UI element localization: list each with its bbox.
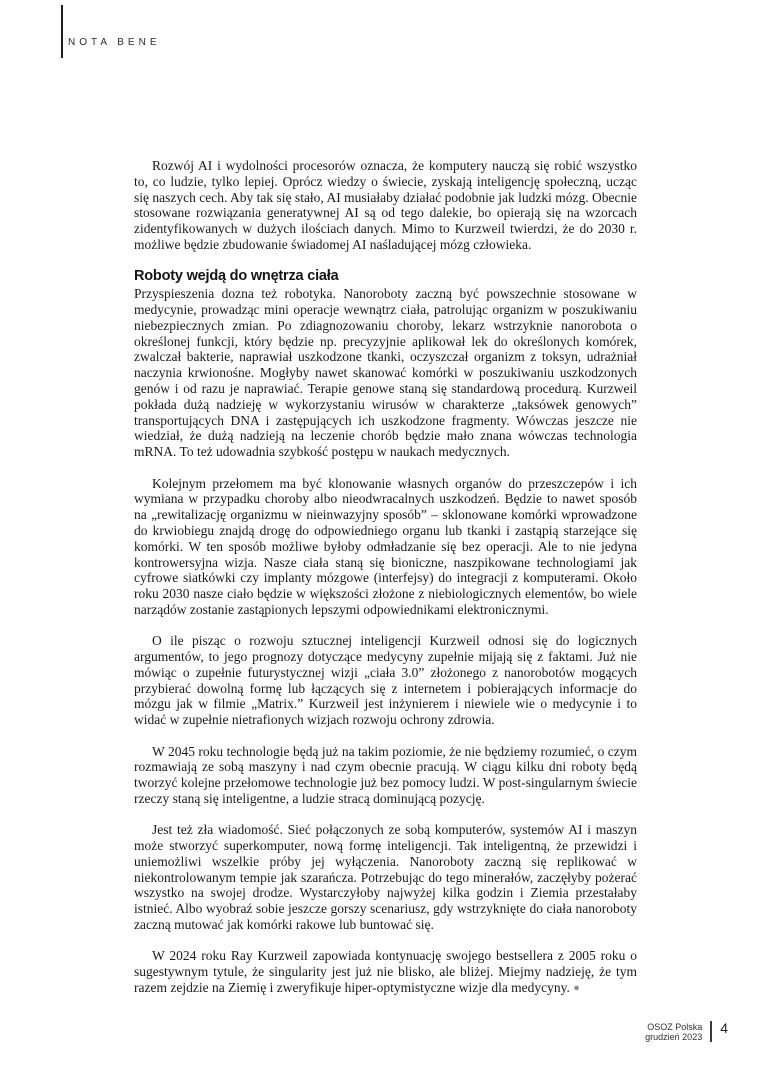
- article-subheading: Roboty wejdą do wnętrza ciała: [134, 268, 339, 285]
- footer-page-number: 4: [720, 1020, 728, 1036]
- article-paragraph-intro: Rozwój AI i wydolności procesorów oznacza, że komputery nauczą się robić wszystko to, co ludzie, tylko lepiej. Oprócz wiedzy o świecie, zyskają inteligencję społeczną, ucząc się naszych cech. Aby tak się stało, AI musiałaby działać podobnie jak ludzki mózg. Obecnie stosowane rozwiązania generatywnej AI są od tego dalekie, bo opierają się na wzorcach zidentyfikowanych w dużych ilościach danych. Mimo to Kurzweil twierdzi, że do 2030 r. możliwe będzie zbudowanie świadomej AI naśladującej mózg człowieka.: [134, 158, 637, 252]
- section-label: NOTA BENE: [68, 37, 161, 48]
- article-paragraph: O ile pisząc o rozwoju sztucznej inteligencji Kurzweil odnosi się do logicznych argumentów, to jego prognozy dotyczące medycyny zupełnie mijają się z faktami. Już nie mówiąc o zupełnie futurystycznej wizji „ciała 3.0” złożonego z nanorobotów mogących przybierać dowolną formę lub łączących się z internetem i pobierających informacje do mózgu jak w filmie „Matrix.” Kurzweil jest inżynierem i niewiele wie o medycynie i to widać w zupełnie nietrafionych wizjach rozwoju ochrony zdrowia.: [134, 633, 637, 728]
- closing-paragraph-text: W 2024 roku Ray Kurzweil zapowiada kontynuację swojego bestsellera z 2005 roku o sugestywnym tytule, że singularity jest już nie blisko, ale bliżej. Miejmy nadzieję, że tym razem zejdzie na Ziemię i zweryfikuje hiper-optymistyczne wizje dla medycyny.: [134, 948, 637, 995]
- section-rule: [61, 5, 63, 58]
- article-paragraph: Kolejnym przełomem ma być klonowanie własnych organów do przeszczepów i ich wymiana w przypadku choroby albo nieodwracalnych uszkodzeń. Będzie to nawet sposób na „rewitalizację organizmu w nieinwazyjny sposób” – sklonowane komórki wprowadzone do krwiobiegu znajdą drogę do odpowiedniego organu lub tkanki i zastąpią starzejące się komórki. W ten sposób możliwe byłoby odmładzanie się bez operacji. Ale to nie jedyna kontrowersyjna wizja. Nasze ciała staną się bioniczne, naszpikowane technologiami jak cyfrowe siatkówki czy implanty mózgowe (interfejsy) do integracji z komputerami. Około roku 2030 nasze ciało będzie w większości złożone z niebiologicznych elementów, bo wiele narządów zostanie zastąpionych lepszymi odpowiednikami elektronicznymi.: [134, 475, 637, 617]
- page-footer: [645, 1020, 728, 1042]
- article-paragraph: Jest też zła wiadomość. Sieć połączonych ze sobą komputerów, systemów AI i maszyn może stworzyć superkomputer, nową formę inteligencji. Tak inteligentną, że przewidzi i uniemożliwi wszelkie próby jej wyłączenia. Nanoroboty zaczną się replikować w niekontrolowanym tempie jak szarańcza. Potrzebując do tego minerałów, zaczęłyby pożerać wszystko na swojej drodze. Wystarczyłoby najwyżej kilka godzin i Ziemia przestałaby istnieć. Albo wyobraź sobie jeszcze gorszy scenariusz, gdy wstrzyknięte do ciała nanoroboty zaczną mutować jak komórki rakowe lub buntować się.: [134, 822, 637, 932]
- end-of-article-dot-icon: ●: [573, 981, 580, 994]
- article-paragraph-closing: [134, 948, 637, 996]
- article-paragraph: Przyspieszenia dozna też robotyka. Nanoroboty zaczną być powszechnie stosowane w medycynie, prowadząc mini operacje wewnątrz ciała, patrolując organizm w poszukiwaniu niebezpiecznych zmian. Po zdiagnozowaniu choroby, lekarz wstrzyknie nanorobota o określonej funkcji, który będzie np. precyzyjnie aplikował lek do określonych komórek, zwalczał bakterie, naprawiał uszkodzone tkanki, oczyszczał organizm z toksyn, udrażniał naczynia krwionośne. Mogłyby nawet skanować komórki w poszukiwaniu uszkodzonych genów i od razu je naprawiać. Terapie genowe staną się standardową procedurą. Kurzweil pokłada dużą nadzieję w wykorzystaniu wirusów w charakterze „taksówek genowych” transportujących DNA i zastępujących ich uszkodzone fragmenty. Wówczas jeszcze nie wiedział, że dużą nadzieją na leczenie chorób będzie mało znana wówczas technologia mRNA. To też udowadnia szybkość postępu w naukach medycznych.: [134, 286, 637, 460]
- footer-journal-title: OSOZ Polska: [647, 1022, 703, 1032]
- footer-meta: [645, 1020, 702, 1042]
- footer-divider: [710, 1021, 712, 1042]
- article-body: [134, 158, 637, 1012]
- article-paragraph: W 2045 roku technologie będą już na takim poziomie, że nie będziemy rozumieć, o czym rozmawiają ze sobą maszyny i nad czym obecnie pracują. W ciągu kilku dni roboty będą tworzyć kolejne przełomowe technologie już bez pomocy ludzi. W post-singularnym świecie rzeczy staną się inteligentne, a ludzie stracą dominującą pozycję.: [134, 743, 637, 806]
- footer-issue-date: grudzień 2023: [645, 1031, 703, 1042]
